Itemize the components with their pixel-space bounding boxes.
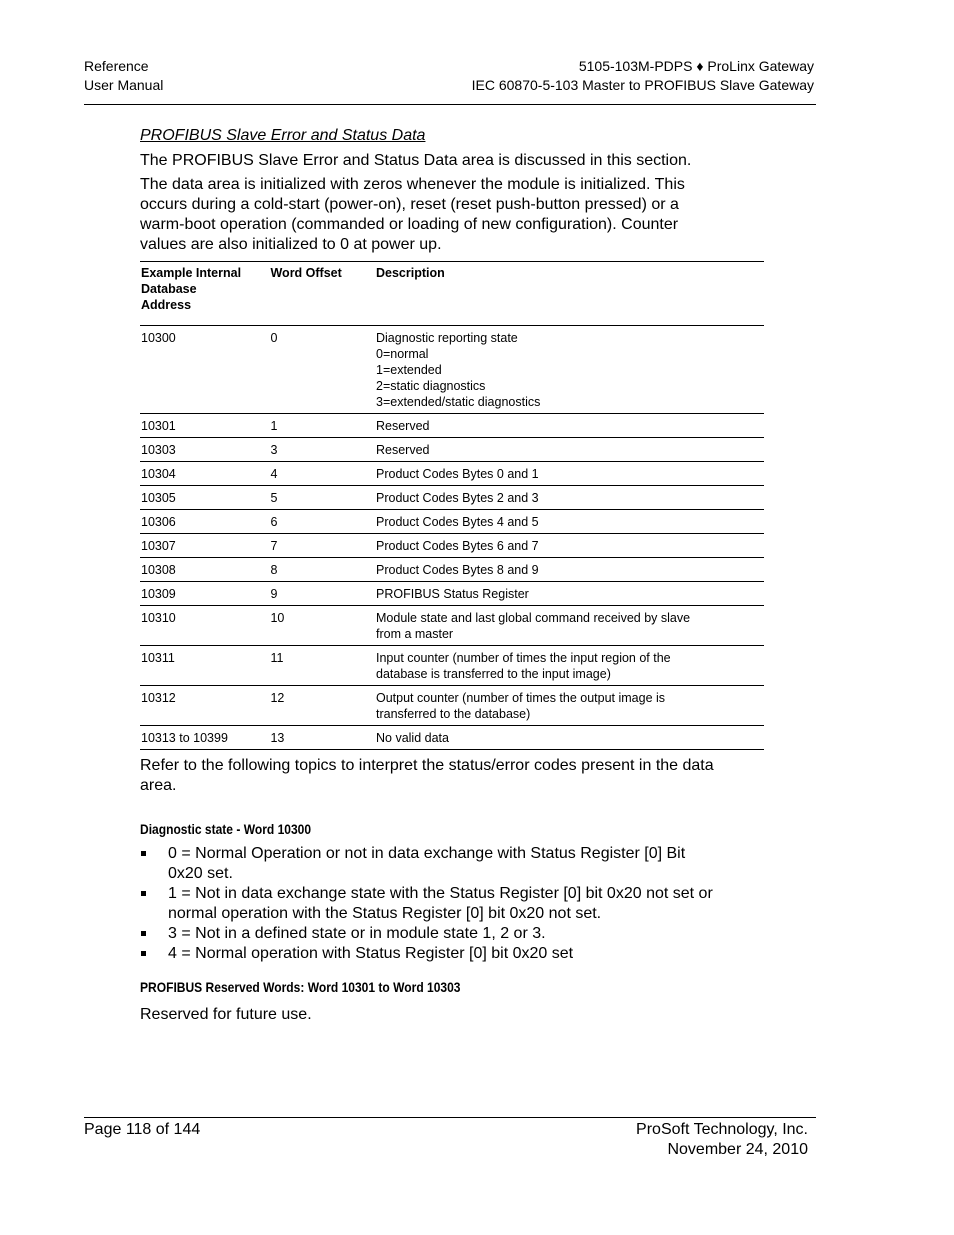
header-product-code: 5105-103M-PDPS ♦ ProLinx Gateway — [578, 58, 814, 74]
column-header-address: Example Internal Database Address — [141, 266, 242, 312]
description-line: Reserved — [376, 443, 430, 457]
cell-offset: 5 — [270, 491, 278, 505]
table-row — [140, 438, 764, 462]
header-left — [84, 57, 163, 95]
table-row — [140, 510, 764, 534]
cell-address: 10301 — [141, 419, 176, 433]
cell-address: 10310 — [141, 611, 176, 625]
company-name: ProSoft Technology, Inc. — [636, 1121, 808, 1138]
table-row — [140, 414, 764, 438]
cell-offset: 11 — [270, 651, 284, 665]
table-row — [140, 486, 764, 510]
cell-offset: 0 — [270, 331, 278, 345]
description-line: Output counter (number of times the output image is — [376, 691, 666, 705]
cell-offset: 7 — [270, 539, 278, 553]
publication-date: November 24, 2010 — [667, 1141, 808, 1158]
paragraph-line: The data area is initialized with zeros whenever the module is initialized. This — [140, 176, 685, 193]
cell-description — [375, 646, 764, 686]
cell-description — [375, 582, 764, 606]
cell-offset: 6 — [270, 515, 278, 529]
description-line: Product Codes Bytes 0 and 1 — [376, 467, 539, 481]
cell-offset: 8 — [270, 563, 278, 577]
description-line: No valid data — [376, 731, 449, 745]
cell-offset: 9 — [270, 587, 278, 601]
description-line: PROFIBUS Status Register — [376, 587, 529, 601]
list-item — [140, 884, 764, 924]
cell-offset: 3 — [270, 443, 278, 457]
cell-offset: 10 — [270, 611, 285, 625]
description-line: 2=static diagnostics — [376, 379, 486, 393]
table-body — [140, 326, 764, 750]
list-item-line: 0 = Normal Operation or not in data exchange with Status Register [0] Bit — [168, 845, 686, 862]
cell-address: 10304 — [141, 467, 176, 481]
paragraph-line: values are also initialized to 0 at power up. — [140, 236, 442, 253]
description-line: 3=extended/static diagnostics — [376, 395, 541, 409]
header-section-label: Reference — [84, 58, 149, 74]
list-item-line: 1 = Not in data exchange state with the Status Register [0] bit 0x20 not set or — [168, 885, 713, 902]
section-title: PROFIBUS Slave Error and Status Data — [140, 127, 426, 144]
cell-description — [375, 510, 764, 534]
column-header-offset: Word Offset — [270, 266, 342, 280]
cell-description — [375, 462, 764, 486]
cell-offset: 12 — [270, 691, 285, 705]
description-line: Product Codes Bytes 4 and 5 — [376, 515, 539, 529]
list-item-line: 3 = Not in a defined state or in module state 1, 2 or 3. — [168, 925, 546, 942]
refer-paragraph — [140, 756, 764, 796]
page-content — [140, 126, 764, 1025]
cell-address: 10311 — [141, 651, 175, 665]
cell-offset: 13 — [270, 731, 285, 745]
cell-address: 10313 to 10399 — [141, 731, 228, 745]
description-line: Product Codes Bytes 6 and 7 — [376, 539, 539, 553]
cell-address: 10300 — [141, 331, 176, 345]
description-line: Module state and last global command received by slave — [376, 611, 691, 625]
cell-address: 10306 — [141, 515, 176, 529]
description-line: database is transferred to the input image) — [376, 667, 611, 681]
table-row — [140, 726, 764, 750]
table-row — [140, 606, 764, 646]
description-line: Reserved — [376, 419, 430, 433]
cell-address: 10307 — [141, 539, 176, 553]
status-data-table — [140, 261, 764, 750]
cell-description — [375, 606, 764, 646]
diagnostic-list — [140, 844, 764, 964]
footer-right — [636, 1120, 808, 1160]
initialization-paragraph — [140, 175, 764, 255]
table-row — [140, 582, 764, 606]
cell-description — [375, 486, 764, 510]
description-line: transferred to the database) — [376, 707, 531, 721]
page-number: Page 118 of 144 — [84, 1121, 201, 1138]
square-bullet-icon — [141, 891, 146, 896]
header-right — [472, 57, 814, 95]
square-bullet-icon — [141, 951, 146, 956]
table-row — [140, 646, 764, 686]
cell-address: 10305 — [141, 491, 176, 505]
table-row — [140, 558, 764, 582]
description-line: 1=extended — [376, 363, 442, 377]
cell-address: 10303 — [141, 443, 176, 457]
description-line: Diagnostic reporting state — [376, 331, 518, 345]
cell-address: 10312 — [141, 691, 176, 705]
description-line: Input counter (number of times the input region of the — [376, 651, 671, 665]
description-line: from a master — [376, 627, 454, 641]
list-item-line: normal operation with the Status Register [0] bit 0x20 not set. — [168, 905, 602, 922]
description-line: Product Codes Bytes 2 and 3 — [376, 491, 539, 505]
paragraph-line: area. — [140, 777, 177, 794]
table-header-row — [140, 262, 764, 326]
table-row — [140, 686, 764, 726]
cell-description — [375, 534, 764, 558]
diagnostic-heading: Diagnostic state - Word 10300 — [140, 821, 312, 837]
table-row — [140, 326, 764, 414]
table-row — [140, 462, 764, 486]
square-bullet-icon — [141, 851, 146, 856]
description-line: 0=normal — [376, 347, 429, 361]
description-line: Product Codes Bytes 8 and 9 — [376, 563, 539, 577]
cell-description — [375, 438, 764, 462]
cell-address: 10309 — [141, 587, 176, 601]
cell-description — [375, 558, 764, 582]
paragraph-line: warm-boot operation (commanded or loading of new configuration). Counter — [140, 216, 679, 233]
paragraph-line: occurs during a cold-start (power-on), reset (reset push-button pressed) or a — [140, 196, 679, 213]
header-product-name: IEC 60870-5-103 Master to PROFIBUS Slave Gateway — [471, 77, 814, 93]
cell-offset: 1 — [270, 419, 278, 433]
square-bullet-icon — [141, 931, 146, 936]
header-document-type: User Manual — [84, 77, 164, 93]
list-item — [140, 944, 764, 964]
cell-description — [375, 414, 764, 438]
header-divider — [84, 104, 816, 105]
paragraph-line: Refer to the following topics to interpret the status/error codes present in the data — [140, 757, 714, 774]
table-row — [140, 534, 764, 558]
reserved-words-heading: PROFIBUS Reserved Words: Word 10301 to Word 10303 — [140, 979, 461, 995]
footer-divider — [84, 1117, 816, 1118]
list-item-line: 4 = Normal operation with Status Register [0] bit 0x20 set — [168, 945, 574, 962]
list-item — [140, 844, 764, 884]
reserved-words-text: Reserved for future use. — [140, 1006, 312, 1023]
column-header-description: Description — [376, 266, 445, 280]
cell-description — [375, 726, 764, 750]
cell-description — [375, 326, 764, 414]
cell-address: 10308 — [141, 563, 176, 577]
list-item-line: 0x20 set. — [168, 865, 233, 882]
cell-offset: 4 — [270, 467, 278, 481]
cell-description — [375, 686, 764, 726]
list-item — [140, 924, 764, 944]
intro-paragraph: The PROFIBUS Slave Error and Status Data area is discussed in this section. — [140, 152, 692, 169]
